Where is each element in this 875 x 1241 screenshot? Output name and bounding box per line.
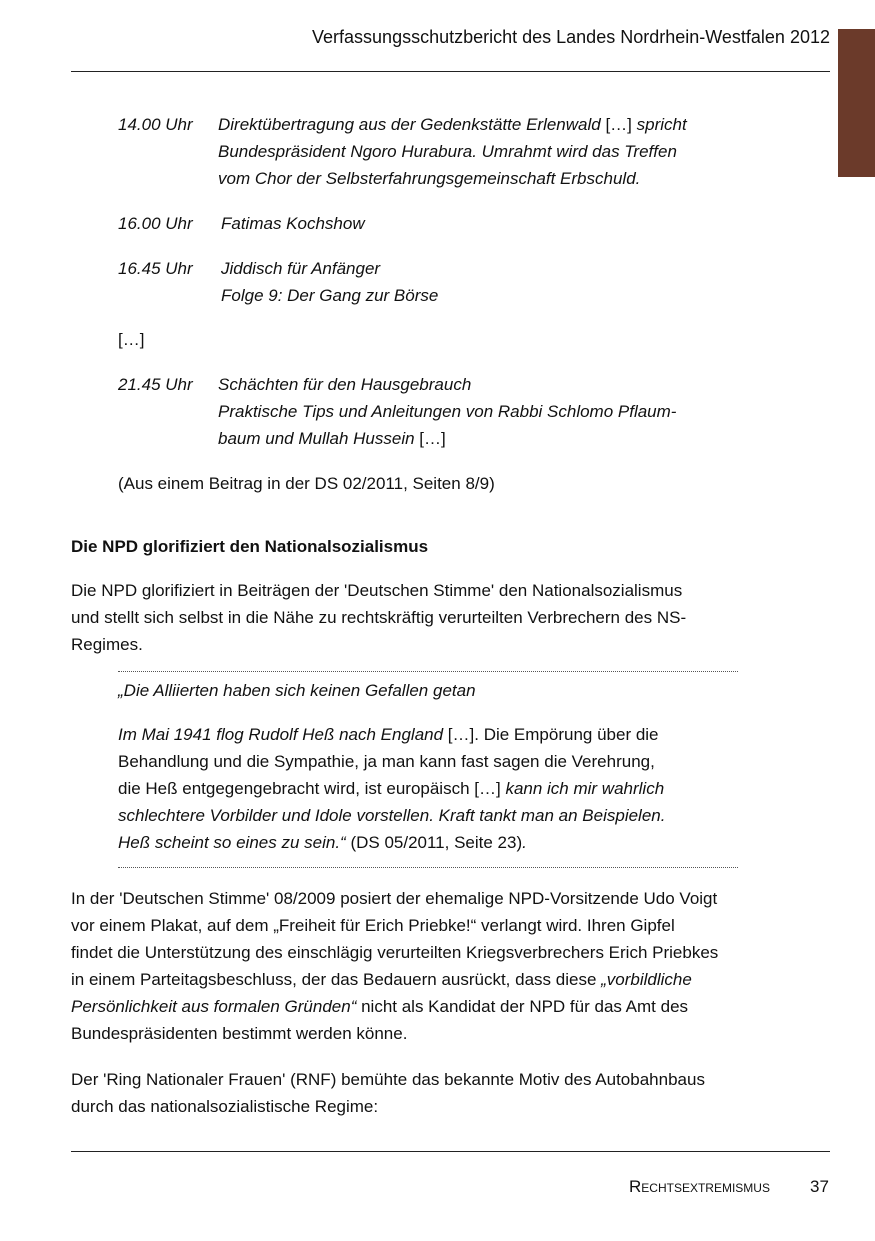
paragraph-line: durch das nationalsozialistische Regime: [71,1097,379,1116]
program-line: Folge 9: Der Gang zur Börse [221,286,439,305]
quote-line: Heß scheint so eines zu sein.“ (DS 05/2011, Seite 23). [118,833,527,852]
program-line: vom Chor der Selbsterfahrungsgemeinschaft Erbschuld. [218,169,641,188]
program-line: Praktische Tips und Anleitungen von Rabbi Schlomo Pflaum- [218,402,677,421]
paragraph-line: Regimes. [71,635,143,654]
program-description [221,255,438,309]
footer-chapter-label: Rechtsextremismus [629,1177,770,1196]
paragraph-line: In der 'Deutschen Stimme' 08/2009 posiert der ehemalige NPD-Vorsitzende Udo Voigt [71,889,718,908]
intro-paragraph [71,577,686,658]
priebke-paragraph [71,885,718,1047]
quote-line: die Heß entgegengebracht wird, ist europäisch […] kann ich mir wahrlich [118,779,665,798]
program-line: Bundespräsident Ngoro Hurabura. Umrahmt wird das Treffen [218,142,677,161]
quote-title: „Die Alliierten haben sich keinen Gefallen getan [118,681,476,700]
program-line: Direktübertragung aus der Gedenkstätte Erlenwald […] spricht [218,115,687,134]
paragraph-line: vor einem Plakat, auf dem „Freiheit für Erich Priebke!“ verlangt wird. Ihren Gipfel [71,916,675,935]
chapter-side-tab [838,29,875,177]
quote-line: Im Mai 1941 flog Rudolf Heß nach England […]. Die Empörung über die [118,725,659,744]
program-line: Jiddisch für Anfänger [221,259,381,278]
program-time: 14.00 Uhr [118,115,193,134]
program-time: 16.45 Uhr [118,259,193,278]
footer-rule [71,1151,830,1152]
page-header-title: Verfassungsschutzbericht des Landes Nordrhein-Westfalen 2012 [312,27,830,47]
program-line: Fatimas Kochshow [221,214,365,233]
program-description [218,371,676,452]
program-description [221,210,365,237]
rnf-paragraph [71,1066,705,1120]
paragraph-line: und stellt sich selbst in die Nähe zu rechtskräftig verurteilten Verbrechern des NS- [71,608,687,627]
quote-divider-bottom [118,867,738,868]
program-line: Schächten für den Hausgebrauch [218,375,472,394]
paragraph-line: Die NPD glorifiziert in Beiträgen der 'Deutschen Stimme' den Nationalsozialismus [71,581,683,600]
quote-divider-top [118,671,738,672]
program-time: 16.00 Uhr [118,214,193,233]
quote-body [118,721,665,856]
quote-line: Behandlung und die Sympathie, ja man kann fast sagen die Verehrung, [118,752,655,771]
program-description [218,111,687,192]
program-line: baum und Mullah Hussein […] [218,429,446,448]
program-ellipsis: […] [118,330,145,349]
source-note: (Aus einem Beitrag in der DS 02/2011, Seiten 8/9) [118,474,495,493]
section-heading: Die NPD glorifiziert den Nationalsozialismus [71,537,429,556]
paragraph-line: Der 'Ring Nationaler Frauen' (RNF) bemühte das bekannte Motiv des Autobahnbaus [71,1070,705,1089]
header-rule [71,71,830,72]
paragraph-line: Persönlichkeit aus formalen Gründen“ nicht als Kandidat der NPD für das Amt des [71,997,689,1016]
quote-line: schlechtere Vorbilder und Idole vorstellen. Kraft tankt man an Beispielen. [118,806,666,825]
paragraph-line: findet die Unterstützung des einschlägig verurteilten Kriegsverbrechers Erich Priebkes [71,943,719,962]
paragraph-line: in einem Parteitagsbeschluss, der das Bedauern ausrückt, dass diese „vorbildliche [71,970,692,989]
paragraph-line: Bundespräsidenten bestimmt werden könne. [71,1024,408,1043]
page-number: 37 [810,1177,829,1196]
program-time: 21.45 Uhr [118,375,193,394]
